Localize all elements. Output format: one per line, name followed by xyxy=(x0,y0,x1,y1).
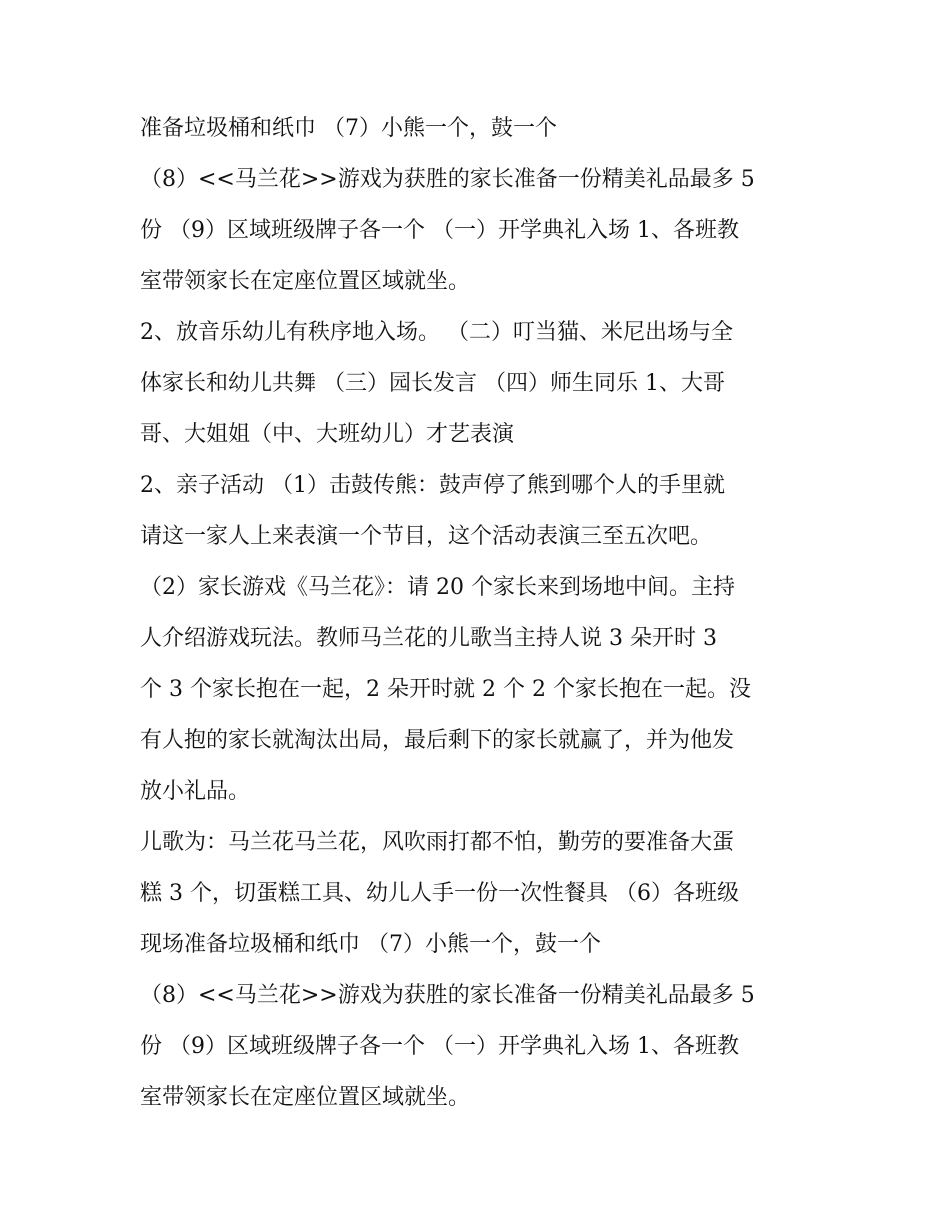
text-line: 份 （9）区域班级牌子各一个 （一）开学典礼入场 1、各班教 xyxy=(140,218,739,243)
text-line: 现场准备垃圾桶和纸巾 （7）小熊一个，鼓一个 xyxy=(140,932,601,957)
text-line: 准备垃圾桶和纸巾 （7）小熊一个，鼓一个 xyxy=(140,116,557,141)
text-line: 请这一家人上来表演一个节目，这个活动表演三至五次吧。 xyxy=(140,524,713,549)
text-line: （8）<<马兰花>>游戏为获胜的家长准备一份精美礼品最多 5 xyxy=(140,983,755,1008)
text-line: 室带领家长在定座位置区域就坐。 xyxy=(140,1085,471,1110)
document-body xyxy=(140,107,820,1127)
text-line: 有人抱的家长就淘汰出局，最后剩下的家长就赢了，并为他发 xyxy=(140,728,735,753)
text-line: 2、放音乐幼儿有秩序地入场。 （二）叮当猫、米尼出场与全 xyxy=(140,320,733,345)
text-line: （2）家长游戏《马兰花》：请 20 个家长来到场地中间。主持 xyxy=(140,575,735,600)
text-line: 儿歌为：马兰花马兰花，风吹雨打都不怕，勤劳的要准备大蛋 xyxy=(140,830,735,855)
text-line: 糕 3 个，切蛋糕工具、幼儿人手一份一次性餐具 （6）各班级 xyxy=(140,881,739,906)
text-line: 室带领家长在定座位置区域就坐。 xyxy=(140,269,471,294)
text-line: 放小礼品。 xyxy=(140,779,251,804)
text-line: 个 3 个家长抱在一起，2 朵开时就 2 个 2 个家长抱在一起。没 xyxy=(140,677,751,702)
text-line: 哥、大姐姐（中、大班幼儿）才艺表演 xyxy=(140,422,515,447)
text-line: 份 （9）区域班级牌子各一个 （一）开学典礼入场 1、各班教 xyxy=(140,1034,739,1059)
text-line: 人介绍游戏玩法。教师马兰花的儿歌当主持人说 3 朵开时 3 xyxy=(140,626,717,651)
text-line: 2、亲子活动 （1）击鼓传熊：鼓声停了熊到哪个人的手里就 xyxy=(140,473,725,498)
text-line: 体家长和幼儿共舞 （三）园长发言 （四）师生同乐 1、大哥 xyxy=(140,371,725,396)
text-line: （8）<<马兰花>>游戏为获胜的家长准备一份精美礼品最多 5 xyxy=(140,167,755,192)
